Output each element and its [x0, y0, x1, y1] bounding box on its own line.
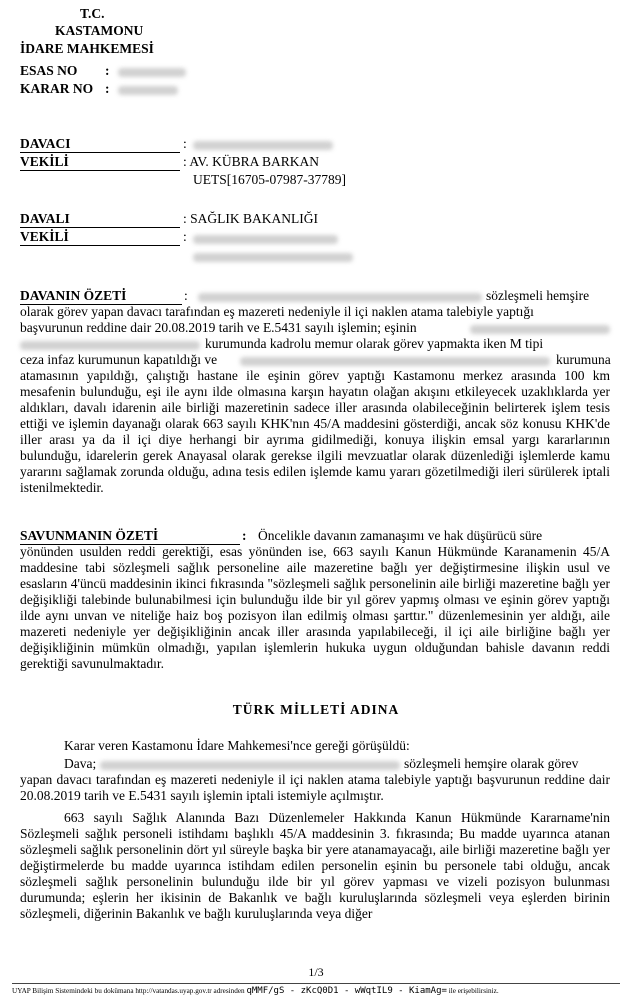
summary-title: DAVANIN ÖZETİ: [20, 288, 127, 303]
karar-no-redacted: [118, 86, 178, 95]
header-court: İDARE MAHKEMESİ: [20, 41, 154, 56]
defense-title: SAVUNMANIN ÖZETİ: [20, 528, 159, 543]
davaci-underline: [20, 152, 180, 153]
davaci-colon: :: [183, 136, 187, 151]
karar-no-colon: :: [105, 81, 110, 96]
davali-label: DAVALI: [20, 211, 70, 226]
esas-no-redacted: [118, 68, 186, 77]
davali-value: : SAĞLIK BAKANLIĞI: [183, 211, 318, 226]
summary-line2: olarak görev yapan davacı tarafından eş mazereti nedeniyle il içi naklen atama talebiyle yaptığı: [20, 304, 534, 319]
vekili2-label: VEKİLİ: [20, 229, 69, 244]
verdict-p2-end: sözleşmeli hemşire olarak görev: [404, 756, 579, 771]
summary-line5-end: kurumuna: [556, 352, 611, 367]
footer-note-end: ile erişebilirsiniz.: [448, 987, 499, 995]
esas-no-colon: :: [105, 63, 110, 78]
defense-body: yönünden usulden reddi gerektiği, esas yönünden ise, 663 sayılı Kanun Hükmünde Karanamenin 45/A maddesine tabi sözleşmeli sağlık personeline aile mazeretine bağlı yer değiştirmesine ilişkin usul ve esasların 4'üncü maddesinin ikinci fıkrasında "sözleşmeli sağlık personelinin aile birliği mazeretine bağlı yer değişikliği talebinde bulunabilmesi için bulunduğu ilde bir yıl görev yapmış olması ve eşinin görev yaptığı ilde aynı unvan ve niteliğe haiz boş pozisyon ilan edilmiş olması şarttır." düzenlemesinin yer aldığı, aile mazereti nedeniyle yer değişikliğinin ancak iller arasında yapılabileceği, il içi aile birliğine bağlı yer değişikliğinin mümkün olmadığı, yapılan işlemlerin hukuka uygun olduğundan bahisle davanın reddi gerektiği savunulmaktadır.: [20, 544, 610, 671]
davaci-name-redacted: [193, 141, 333, 150]
karar-no-label: KARAR NO: [20, 81, 94, 96]
page-number: 1/3: [308, 965, 324, 979]
footer-code: qMMF/gS - zKcQ0D1 - wWqtIL9 - KiamAg=: [246, 986, 447, 996]
verdict-heading: TÜRK MİLLETİ ADINA: [232, 702, 400, 717]
verdict-p2-body: yapan davacı tarafından eş mazereti nedeniyle il içi naklen atama talebiyle yaptığı başvurunun reddine dair 20.08.2019 tarih ve E.5431 sayılı işlemin iptali istemiyle açılmıştır.: [20, 772, 610, 803]
vekili2-underline: [20, 245, 180, 246]
footer-note: UYAP Bilişim Sistemindeki bu dokümana http://vatandas.uyap.gov.tr adresinden: [12, 987, 245, 995]
vekili2-name-redacted: [193, 235, 338, 244]
vekil-uets: UETS[16705-07987-37789]: [193, 172, 346, 187]
summary-body: atamasının yapıldığı, çalıştığı hastane ile eşinin görev yaptığı Kastamonu merkez arasında 100 km mesafenin bulunduğu, eşi ile aynı ilde olmasına karşın hayatın olağan akışını etkileyecek uzaklıklarda yer aldıkları, davalı idarenin aile birliği mazeretinin sadece iller arasında olabileceğinin belirterek işlem tesis ettiği ve işlemin dayanağı olarak 663 sayılı KHK'nın 45/A maddesini gösterdiği, ancak söz konusu KHK'de iller arası ya da il içi diye herhangi bir ayrıma gidilmediği, konuya ilişkin emsal yargı kararlarının bulunduğu, idarelerin gerek Anayasal olarak gerekse ilgili mevzuatlar olarak düzenlediği işlemlerde kamu yararını sağlamak zorunda olduğu, adına tesis edilen işlemde kamu yararı gözetilmediği ileri sürülerek iptali istenilmektedir.: [20, 368, 610, 495]
summary-line1-end: sözleşmeli hemşire: [486, 288, 590, 303]
defense-first-line: Öncelikle davanın zamanaşımı ve hak düşürücü süre: [258, 528, 543, 543]
summary-redacted-4: [240, 357, 550, 366]
vekili-underline: [20, 170, 180, 171]
vekili2-colon: :: [183, 229, 187, 244]
verdict-p2-start: Dava;: [64, 756, 97, 771]
summary-redacted-1: [198, 293, 482, 302]
defense-colon: :: [242, 528, 247, 543]
summary-line5-start: ceza infaz kurumunun kapatıldığı ve: [20, 352, 218, 367]
vekili2-uets-redacted: [193, 253, 353, 262]
verdict-redacted: [100, 761, 400, 770]
summary-line4-end: kurumunda kadrolu memur olarak görev yapmakta iken M tipi: [205, 336, 544, 351]
footer-divider: [12, 983, 620, 984]
summary-redacted-3: [20, 341, 200, 350]
davaci-label: DAVACI: [20, 136, 71, 151]
vekili-label: VEKİLİ: [20, 154, 69, 169]
esas-no-label: ESAS NO: [20, 63, 78, 78]
summary-line3: başvurunun reddine dair 20.08.2019 tarih ve E.5431 sayılı işlemin; eşinin: [20, 320, 417, 335]
verdict-p3: 663 sayılı Sağlık Alanında Bazı Düzenlemeler Hakkında Kanun Hükmünde Kararname'nin Sözleşmeli sağlık personeli istihdamı başlıklı 45/A maddesinin 3. fıkrasında; Bu madde uyarınca atanan sözleşmeli sağlık personelinin dört yıl süreyle başka bir yere atanamayacağı, aile birliği mazeretine bağlı yer değiştirmelerde bu madde uyarınca istihdam edilen personelin eşinin bu personele tabi olduğu, ancak sözleşmeli sağlık personelinin bulunduğu ilde bir yıl görev yapması ve vizeli pozisyon bulunması durumunda; eşlerin her ikisinin de Bakanlık ve bağlı kuruluşlarında sözleşmeli veya eşlerden birinin sözleşmeli, diğerinin Bakanlık ve bağlı kuruluşlarında veya diğer: [20, 810, 610, 921]
footer-verification: [12, 986, 499, 996]
summary-redacted-2: [470, 325, 610, 334]
header-city: KASTAMONU: [55, 23, 144, 38]
summary-colon: :: [184, 288, 188, 303]
davali-underline: [20, 227, 180, 228]
verdict-p1: Karar veren Kastamonu İdare Mahkemesi'nce gereği görüşüldü:: [64, 738, 410, 753]
header-tc: T.C.: [80, 6, 105, 21]
vekil-name: : AV. KÜBRA BARKAN: [183, 154, 320, 169]
